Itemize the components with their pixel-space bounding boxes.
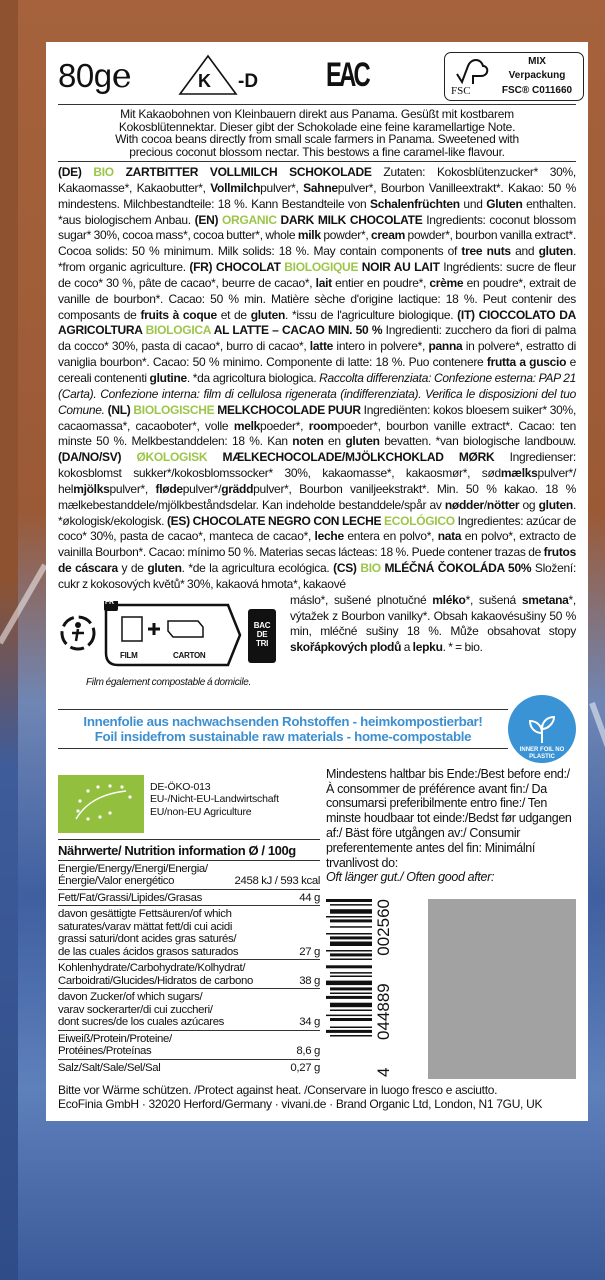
ingredient-text: in polvere*, estratto di vaniglia bourbon*. Cacao: 50 % minimo. Componente di latte: 18 %. Puo contenere: [58, 339, 576, 370]
manufacturer-address: EcoFinia GmbH · 32020 Herford/Germany · vivani.de · Brand Organic Ltd, London, N1 7GU, UK: [58, 1097, 543, 1112]
good-after-label: Oft länger gut./ Often good after:: [326, 870, 495, 885]
fsc-logo-text: FSC: [451, 85, 471, 97]
ingredient-text: Ingrédients: sucre de fleur de coco* 30 %, pâte de cacao*, beurre de cacao*,: [58, 260, 576, 290]
emphasis-text: Gluten: [486, 196, 523, 211]
barcode-bar: [330, 926, 372, 928]
ingredient-text: og: [519, 497, 539, 512]
emphasis-text: skořápkových plodů: [290, 640, 402, 655]
ingredient-text: pulver*/: [182, 481, 222, 496]
ingredient-text: /: [483, 497, 487, 512]
nutrient-label: davon Zucker/of which sugars/ varav sockerarter/di cui zuccheri/ dont sucres/de los cuales azúcares: [58, 991, 225, 1029]
emphasis-text: Vollmilch: [210, 180, 261, 195]
net-weight: [58, 56, 131, 96]
decor-stripe: [589, 702, 605, 892]
eac-mark: EAC: [326, 56, 368, 94]
emphasis-text: mléko: [432, 592, 466, 607]
barcode-bar: [326, 981, 372, 986]
emphasis-text: cream: [371, 228, 405, 243]
ingredient-text: en poudre*, extrait de vanille de bourbon*. Cacao: 50 % min. Matière sèche d'origine lactique: 18 %. Peut contenir des composants de: [58, 275, 576, 322]
ingredient-text: entera en polvo*,: [343, 529, 438, 544]
code-row: [326, 899, 576, 1079]
emphasis-text: panna: [428, 339, 463, 354]
nutrient-label: Eiweiß/Protein/Proteine/ Protéines/Proteínas: [58, 1032, 172, 1058]
emphasis-text: frutta a guscio: [486, 355, 567, 370]
emphasis-text: AL LATTE – CACAO MIN. 50 %: [210, 323, 383, 338]
fsc-badge: [444, 52, 584, 101]
nutrition-row: [58, 861, 320, 890]
emphasis-text: gluten: [147, 561, 182, 576]
emphasis-text: nötter: [486, 497, 520, 512]
ingredient-text: enthalten. *aus biologischem Anbau.: [58, 196, 577, 227]
ingredient-text: en polvo*, extracto de vainilla Bourbon*. Cacao: mínimo 50 %. Materias secas lácteas: 18 %. Puede contener trazas de: [58, 529, 576, 560]
barcode-bar: [330, 972, 372, 974]
nutrient-value: 2458 kJ / 593 kcal: [234, 875, 320, 888]
organic-label: ECOLÓGICO: [383, 513, 455, 528]
emphasis-text: mjölks: [73, 481, 110, 496]
emphasis-text: (NL): [104, 402, 134, 417]
emphasis-text: smetana: [521, 592, 569, 607]
emphasis-text: gluten: [250, 307, 286, 322]
emphasis-text: (EN): [194, 212, 222, 227]
emphasis-text: MLÉČNÁ ČOKOLÁDA 50%: [380, 561, 532, 576]
italic-note: Raccolta differenziata: Confezione esterna: PAP 21 (Carta). Confezione interna: film di cellulosa rigenerata (indifferenziata). Verifica le disposizioni del tuo Comune.: [58, 370, 576, 417]
ingredient-text: en: [323, 434, 346, 449]
barcode-bar: [330, 1027, 372, 1029]
nutrition-row: [58, 960, 320, 989]
organic-code: DE-ÖKO-013: [150, 780, 211, 793]
triman-bin-label: BAC DE TRI: [253, 620, 271, 648]
barcode-digits: [374, 899, 396, 1077]
organic-control-info: [150, 781, 279, 819]
triman-country: FR: [105, 598, 114, 606]
ingredient-text: máslo*, sušené plnotučné: [290, 592, 433, 607]
ingredient-text: pulver*, Bourbon vaniljeekstrakt*. Min. 50 % kakao. 18 % mælkebestanddele/mjölkbeståndsdelar. Kan indeholde bestanddele/spår av: [58, 481, 576, 512]
nutrition-title: Nährwerte/ Nutrition information Ø / 100g: [58, 839, 320, 861]
emphasis-text: gluten: [538, 497, 573, 512]
ingredient-text: poeder*, bourbon vanille extract*. Cacao: ten minste 50 %. Melkbestanddelen: 18 %. Kan: [58, 418, 577, 449]
emphasis-text: ZARTBITTER VOLLMILCH SCHOKOLADE: [113, 165, 372, 179]
intro-line: Kokosblütennektar. Dieser gibt der Schokolade eine feine karamellartige Note.: [118, 119, 516, 134]
nutrient-value: 8,6 g: [296, 1045, 320, 1058]
organic-label: BIO: [93, 165, 114, 179]
nutrient-value: 34 g: [299, 1016, 320, 1029]
ingredient-text: Ingredientes: azúcar de coco* 30%, pasta de cacao*, manteca de cacao*,: [58, 513, 576, 544]
ingredient-text: . * = bio.: [442, 640, 483, 655]
ingredient-text: . *issu de l'agriculture biologique.: [285, 307, 458, 322]
ingredient-text: Složení: cukr z kokosových květů* 30%, kakaová hmota*, kakaové: [58, 561, 577, 591]
storage-note: Bitte vor Wärme schützen. /Protect against heat. /Conservare in luogo fresco e asciutto.: [58, 1083, 498, 1098]
barcode-bar: [330, 909, 372, 914]
barcode-bar: [330, 1035, 372, 1037]
emphasis-text: (IT) CIOCCOLATO DA AGRICOLTURA: [58, 307, 576, 338]
emphasis-text: nata: [437, 529, 462, 544]
emphasis-text: MÆLKECHOCOLADE/MJÖLKCHOKLAD MØRK: [207, 450, 495, 465]
ingredient-text: *, výtažek z Bourbon vanilky*. Obsah kakaovésušiny 50 % min, mléčné sušiny 18 %. Může obsahovat stopy: [290, 592, 576, 639]
fsc-mix: MIX: [528, 56, 546, 67]
emphasis-text: noten: [292, 434, 324, 449]
ingredient-text: . *da agricoltura biologica.: [186, 370, 320, 385]
barcode-bar: [330, 976, 372, 978]
eu-organic-logo: [58, 775, 144, 833]
triman-recycling-info: [58, 595, 284, 689]
barcode-bar: [326, 965, 372, 968]
ingredient-text: Ingredients: coconut blossom sugar* 30%, cocoa mass*, cocoa butter*, whole: [58, 212, 576, 243]
emphasis-text: nødder: [444, 497, 484, 512]
best-before-text: [326, 767, 576, 885]
nutrition-row: [58, 906, 320, 960]
nutrient-label: Kohlenhydrate/Carbohydrate/Kolhydrat/ Carboidrati/Glucides/Hidratos de carbono: [58, 962, 253, 987]
emphasis-text: glutine: [149, 370, 187, 385]
nutrient-value: 38 g: [299, 974, 320, 987]
fsc-packaging: Verpackung: [508, 70, 566, 81]
barcode-bar: [330, 954, 372, 957]
barcode-bar: [330, 1010, 372, 1012]
barcode-bar: [330, 993, 372, 995]
barcode-bar: [326, 899, 372, 902]
lower-section: [58, 767, 576, 1079]
emphasis-text: Sahne: [303, 180, 338, 195]
ingredient-text: Ingredienti: zucchero da fiori di palma da cocco* 30%, pasta di cacao*, burro di cacao*,: [58, 323, 577, 354]
emphasis-text: room: [308, 418, 338, 433]
intro-line: Mit Kakaobohnen von Kleinbauern direkt aus Panama. Gesüßt mit kostbarem: [120, 107, 514, 121]
emphasis-text: Schalenfrüchten: [370, 196, 460, 211]
emphasis-text: (ES) CHOCOLATE NEGRO CON LECHE: [166, 513, 384, 528]
emphasis-text: grädd: [221, 481, 254, 496]
nutrient-label: Salz/Salt/Sale/Sel/Sal: [58, 1061, 161, 1074]
emphasis-text: gluten: [345, 434, 380, 449]
header-marks: [58, 42, 576, 104]
footer: [58, 1083, 576, 1111]
emphasis-text: NOIR AU LAIT: [358, 260, 440, 275]
intro-line: With cocoa beans directly from small scale farmers in Panama. Sweetened with: [115, 132, 519, 146]
nutrient-label: davon gesättigte Fettsäuren/of which saturates/varav mättat fett/di cui acidi grassi saturi/dont acides gras saturés/ de las cuales ácidos grasos saturados: [58, 908, 239, 958]
ingredient-text: *, sušená: [465, 592, 522, 607]
nutrition-row: [58, 1060, 320, 1076]
barcode-digits-c: 002560: [374, 899, 393, 956]
ingredient-text: pulver*/ hel: [58, 466, 576, 496]
badge-text: INNER FOIL NO PLASTIC: [519, 746, 565, 760]
organic-origin-de: EU-/Nicht-EU-Landwirtschaft: [150, 793, 279, 806]
ingredients-text: [58, 165, 576, 593]
ingredient-text: and: [510, 244, 539, 259]
kosher-letter: K: [198, 71, 211, 91]
barcode-bar: [326, 1030, 372, 1033]
ingredient-text: Ingredienser: kokosblomst sukker*/kokosblomssocker* 30%, kakaomasse*, kakaosmør*, sød: [58, 450, 576, 481]
ingredients-text-cs: [58, 593, 576, 689]
kosher-mark: [178, 54, 288, 96]
barcode-bar: [326, 950, 372, 952]
best-before-label: Mindestens haltbar bis Ende:/Best before end:/ À consommer de préférence avant fin:/ Da consumarsi preferibilmente entro fine:/ Ten minste houdbaar tot einde:/Bedst før udgangen af:/ Bäst före utgången av:/ Consumir preferentemente antes del fin: Minimální trvanlivost do:: [326, 766, 572, 870]
weight-text: 80g: [58, 57, 112, 94]
nutrition-row: [58, 1031, 320, 1060]
ingredient-text: . *de la agricultura ecológica.: [181, 561, 334, 576]
barcode-digit-a: 4: [374, 1067, 393, 1078]
ingredient-text: Ingrediënten: kokos bloesem suiker* 30%, cacaomassa*, cacaoboter*, volle: [58, 402, 576, 433]
organic-label: BIOLOGIQUE: [284, 260, 359, 275]
foil-line-de: Innenfolie aus nachwachsenden Rohstoffen - heimkompostierbar!: [83, 713, 483, 729]
barcode-bar: [326, 1015, 372, 1017]
ingredient-text: poeder*,: [260, 418, 309, 433]
ingredient-text: und: [459, 196, 487, 211]
emphasis-text: frutos de cáscara: [58, 545, 576, 576]
eu-leaf-stars-icon: [58, 775, 144, 833]
nutrient-value: 27 g: [299, 945, 320, 958]
emphasis-text: DARK MILK CHOCOLATE: [276, 212, 423, 227]
barcode-bar: [330, 942, 372, 947]
ingredient-text: . *økologisk/ekologisk.: [58, 497, 576, 528]
nutrient-label: Energie/Energy/Energi/Energia/ Énergie/Valor energético: [58, 862, 208, 888]
barcode-bar: [330, 937, 372, 940]
emphasis-text: gluten: [538, 244, 573, 259]
triman-carton-label: CARTON: [173, 650, 206, 660]
ingredient-text: entier en poudre*,: [331, 275, 430, 290]
organic-label: ØKOLOGISK: [136, 450, 208, 465]
emphasis-text: crème: [429, 275, 464, 290]
foil-row: [58, 695, 576, 763]
ingredient-text: powder*,: [320, 228, 372, 243]
emphasis-text: (DA/NO/SV): [58, 450, 137, 465]
fsc-tree-icon: [453, 56, 493, 86]
nutrition-row: [58, 890, 320, 907]
ingredient-text: et de: [216, 307, 251, 322]
nutrition-rows: [58, 861, 320, 1076]
no-plastic-badge: [508, 695, 576, 763]
emphasis-text: lepku: [412, 640, 443, 655]
nutrition-row: [58, 989, 320, 1031]
barcode-digits-b: 044889: [374, 983, 393, 1041]
estimated-sign-icon: e: [111, 56, 132, 96]
organic-label: BIOLOGICA: [145, 323, 211, 338]
ingredient-text: bevatten. *van biologische landbouw.: [379, 434, 576, 449]
barcode-bar: [330, 904, 372, 906]
ingredient-text: powder*, bourbon vanilla extract*. Cocoa solids: 50 % minimum. Milk solids: 18 %. May contain components of: [58, 228, 576, 259]
barcode-bars: [326, 899, 372, 1077]
right-column: [326, 767, 576, 1079]
emphasis-text: (CS): [333, 561, 361, 576]
left-column: [58, 767, 320, 1079]
ingredient-text: pulver*, Bourbon Vanilleextrakt*. Kakao: 50 % mindestens. Milchbestandteile: 18 %. Kann Bestandteile von: [58, 180, 576, 211]
ingredient-text: pulver*,: [260, 180, 304, 195]
emphasis-text: milk: [297, 228, 321, 243]
ingredient-text: y de: [117, 561, 148, 576]
nutrient-value: 44 g: [299, 891, 320, 904]
emphasis-text: (FR) CHOCOLAT: [189, 260, 285, 275]
barcode-bar: [330, 959, 372, 961]
label-panel: [46, 42, 588, 1121]
emphasis-text: lait: [315, 275, 332, 290]
barcode: [326, 899, 396, 1077]
nutrition-table: [58, 839, 320, 1076]
organic-label: BIOLOGISCHE: [133, 402, 215, 417]
barcode-bar: [330, 988, 372, 991]
organic-row: [58, 775, 320, 833]
emphasis-text: melk: [233, 418, 261, 433]
emphasis-text: fløde: [155, 481, 183, 496]
ingredient-text: pulver*,: [109, 481, 156, 496]
foil-line-en: Foil insidefrom sustainable raw materials - home-compostable: [94, 728, 472, 744]
organic-label: ORGANIC: [222, 212, 277, 227]
ingredient-text: Zutaten: Kokosblütenzucker* 30%, Kakaomasse*, Kakaobutter*,: [58, 165, 576, 195]
emphasis-text: latte: [309, 339, 334, 354]
emphasis-text: MELKCHOCOLADE PUUR: [214, 402, 361, 417]
divider: [58, 161, 576, 162]
emphasis-text: leche: [314, 529, 344, 544]
film-compost-note: Film également compostable á domicile.: [86, 676, 252, 688]
barcode-bar: [326, 933, 372, 935]
date-print-area: [428, 899, 576, 1079]
emphasis-text: fruits à coque: [140, 307, 217, 322]
organic-label: BIO: [360, 561, 381, 576]
emphasis-text: mælks: [500, 466, 538, 481]
triman-graphic-box: [58, 595, 284, 677]
emphasis-text: tree nuts: [461, 244, 511, 259]
barcode-bar: [330, 920, 372, 923]
product-intro: [58, 105, 576, 161]
ingredient-text: e cereali contenenti: [58, 355, 576, 385]
ingredient-text: a: [401, 640, 413, 655]
ingredient-text: . *from organic agriculture.: [58, 244, 577, 275]
organic-origin-en: EU/non-EU Agriculture: [150, 805, 252, 818]
ingredient-text: intero in polvere*,: [333, 339, 429, 354]
triman-film-label: FILM: [120, 650, 138, 660]
nutrient-label: Fett/Fat/Grassi/Lipides/Grasas: [58, 891, 202, 904]
barcode-bar: [326, 916, 372, 918]
barcode-bar: [326, 996, 372, 999]
barcode-bar: [330, 1003, 372, 1008]
kosher-suffix: -D: [238, 71, 259, 92]
foil-notice: [58, 709, 508, 749]
emphasis-text: (DE): [58, 165, 94, 179]
nutrient-value: 0,27 g: [290, 1061, 320, 1074]
barcode-bar: [330, 1018, 372, 1021]
fsc-code: FSC® C011660: [501, 85, 573, 96]
intro-line: precious coconut blossom nectar. This bestows a fine caramel-like flavour.: [129, 144, 505, 159]
